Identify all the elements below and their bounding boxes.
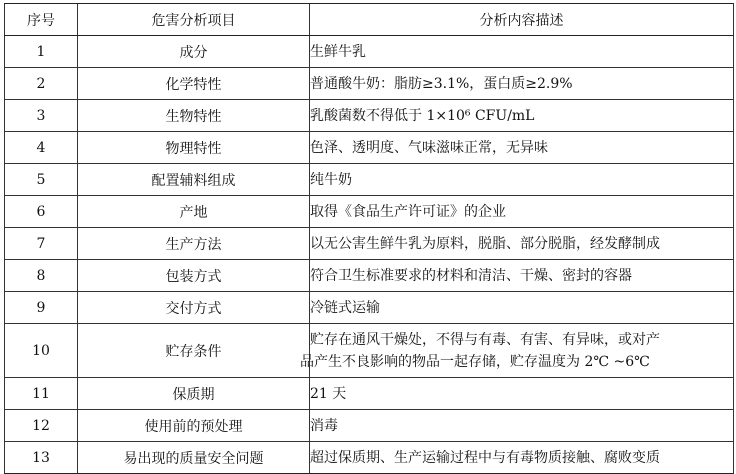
header-serial-number: 序号 (5, 4, 78, 36)
row-description: 取得《食品生产许可证》的企业 (310, 196, 734, 228)
table-row (5, 100, 734, 132)
row-number: 10 (5, 324, 78, 378)
row-description (300, 324, 734, 378)
row-description: 消毒 (310, 410, 734, 442)
table-row (5, 292, 734, 324)
row-number: 8 (5, 260, 78, 292)
row-description: 普通酸牛奶：脂肪≥3.1%，蛋白质≥2.9% (310, 68, 734, 100)
row-item: 生产方法 (78, 228, 310, 260)
header-description: 分析内容描述 (310, 4, 734, 36)
row-description: 超过保质期、生产运输过程中与有毒物质接触、腐败变质 (310, 442, 734, 474)
table-row (5, 410, 734, 442)
row-item: 配置辅料组成 (78, 164, 310, 196)
row-description: 纯牛奶 (310, 164, 734, 196)
row-number: 2 (5, 68, 78, 100)
table-row (5, 260, 734, 292)
row-number: 13 (5, 442, 78, 474)
row-item: 产地 (78, 196, 310, 228)
row-item: 化学特性 (78, 68, 310, 100)
row-description: 符合卫生标准要求的材料和清洁、干燥、密封的容器 (310, 260, 734, 292)
table-row (5, 378, 734, 410)
table-row (5, 164, 734, 196)
row-item: 易出现的质量安全问题 (78, 442, 310, 474)
table-row (5, 228, 734, 260)
table-row (5, 324, 734, 378)
header-hazard-item: 危害分析项目 (78, 4, 310, 36)
row-description-line-1: 贮存在通风干燥处，不得与有毒、有害、有异味，或对产 (310, 331, 660, 348)
row-item: 保质期 (78, 378, 310, 410)
row-description: 21 天 (310, 378, 734, 410)
row-number: 9 (5, 292, 78, 324)
row-item: 贮存条件 (78, 324, 310, 378)
row-description: 乳酸菌数不得低于 1×10⁶ CFU/mL (310, 100, 734, 132)
row-item: 成分 (78, 36, 310, 68)
row-description: 色泽、透明度、气味滋味正常，无异味 (310, 132, 734, 164)
table-row (5, 68, 734, 100)
table-row (5, 196, 734, 228)
table-row (5, 36, 734, 68)
row-number: 3 (5, 100, 78, 132)
row-description: 生鲜牛乳 (310, 36, 734, 68)
row-description: 冷链式运输 (310, 292, 734, 324)
row-item: 生物特性 (78, 100, 310, 132)
row-number: 4 (5, 132, 78, 164)
row-number: 7 (5, 228, 78, 260)
row-item: 物理特性 (78, 132, 310, 164)
hazard-analysis-table (4, 3, 734, 474)
table-header-row (5, 4, 734, 36)
row-description: 以无公害生鲜牛乳为原料，脱脂、部分脱脂，经发酵制成 (310, 228, 734, 260)
row-item: 交付方式 (78, 292, 310, 324)
row-item: 使用前的预处理 (78, 410, 310, 442)
row-number: 6 (5, 196, 78, 228)
row-number: 1 (5, 36, 78, 68)
row-number: 11 (5, 378, 78, 410)
row-description-line-2: 品产生不良影响的物品一起存储，贮存温度为 2℃ ~6℃ (300, 353, 650, 370)
row-number: 5 (5, 164, 78, 196)
row-item: 包装方式 (78, 260, 310, 292)
row-number: 12 (5, 410, 78, 442)
table-row (5, 132, 734, 164)
